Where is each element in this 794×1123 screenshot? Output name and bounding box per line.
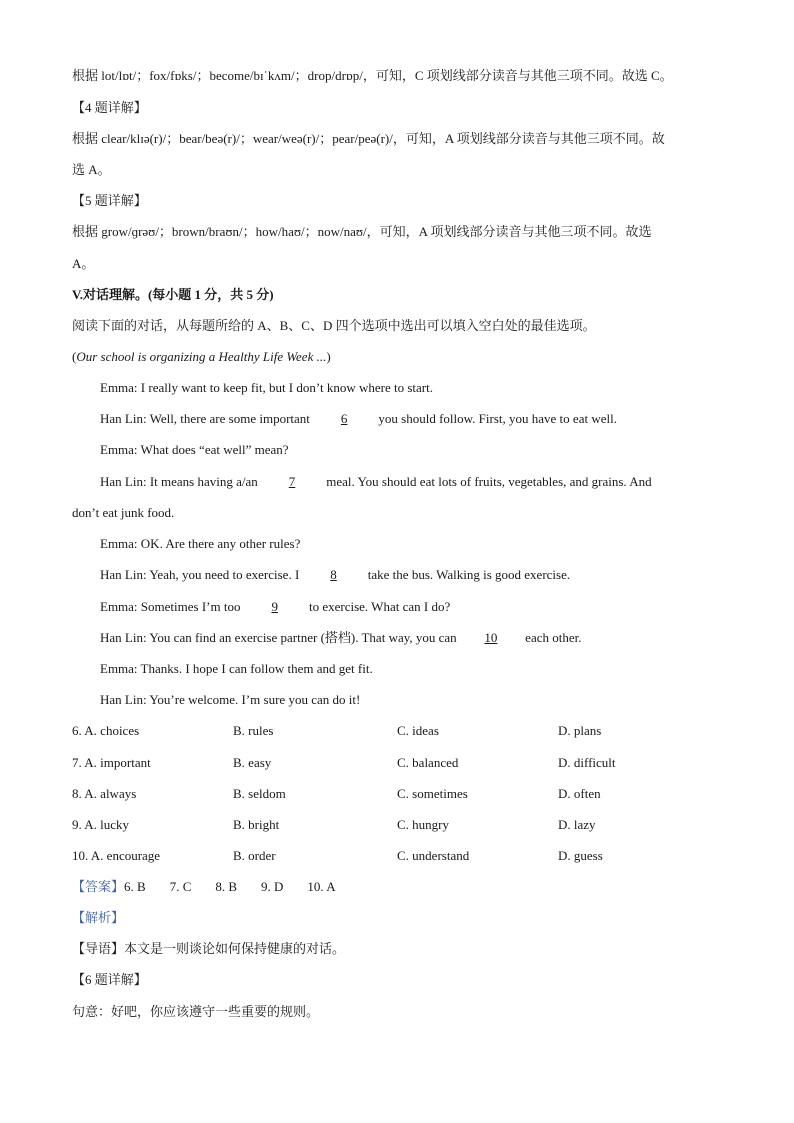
dialogue-context: (Our school is organizing a Healthy Life Week ...) bbox=[72, 349, 331, 364]
dialogue-line: Han Lin: You can find an exercise partner (搭档). That way, you can 10 each other. bbox=[100, 630, 582, 645]
option: C. sometimes bbox=[397, 786, 468, 801]
blank-6: 6 bbox=[340, 411, 348, 426]
guide-row bbox=[72, 941, 345, 957]
q5-explanation-line1: 根据 grow/ɡrəʊ/；brown/braʊn/；how/haʊ/；now/naʊ/，可知，A 项划线部分读音与其他三项不同。故选 bbox=[72, 224, 652, 239]
option: D. guess bbox=[558, 848, 603, 863]
guide-text: 本文是一则谈论如何保持健康的对话。 bbox=[124, 941, 346, 956]
option: 7. A. important bbox=[72, 755, 151, 770]
option: C. ideas bbox=[397, 723, 439, 738]
q4-explanation-line1: 根据 clear/klɪə(r)/；bear/beə(r)/；wear/weə(r)/；pear/peə(r)/，可知，A 项划线部分读音与其他三项不同。故 bbox=[72, 131, 665, 146]
section-instruction: 阅读下面的对话，从每题所给的 A、B、C、D 四个选项中选出可以填入空白处的最佳选项。 bbox=[72, 318, 596, 333]
option: B. bright bbox=[233, 817, 280, 832]
option: B. seldom bbox=[233, 786, 286, 801]
dialogue-line-continued: don’t eat junk food. bbox=[72, 505, 175, 520]
answer-7: 7. C bbox=[169, 879, 192, 894]
option: B. easy bbox=[233, 755, 272, 770]
q5-heading: 【5 题详解】 bbox=[72, 193, 147, 208]
option: B. rules bbox=[233, 723, 274, 738]
answer-6: 6. B bbox=[124, 879, 146, 894]
dialogue-line: Han Lin: You’re welcome. I’m sure you can do it! bbox=[100, 692, 361, 707]
option: D. lazy bbox=[558, 817, 596, 832]
q4-explanation-line2: 选 A。 bbox=[72, 162, 111, 177]
blank-8: 8 bbox=[330, 567, 337, 582]
option: C. balanced bbox=[397, 755, 459, 770]
answer-10: 10. A bbox=[307, 879, 336, 894]
option: D. difficult bbox=[558, 755, 616, 770]
blank-10: 10 bbox=[484, 630, 498, 645]
dialogue-line: Emma: OK. Are there any other rules? bbox=[100, 536, 301, 551]
q3-explanation: 根据 lot/lɒt/；fox/fɒks/；become/bɪˈkʌm/；drop/drɒp/，可知，C 项划线部分读音与其他三项不同。故选 C。 bbox=[72, 68, 673, 83]
option: 8. A. always bbox=[72, 786, 137, 801]
option: C. hungry bbox=[397, 817, 449, 832]
dialogue-line: Emma: Thanks. I hope I can follow them and get fit. bbox=[100, 661, 373, 676]
option: D. often bbox=[558, 786, 601, 801]
dialogue-line: Han Lin: Well, there are some important 6 you should follow. First, you have to eat well. bbox=[100, 411, 617, 426]
option: 10. A. encourage bbox=[72, 848, 161, 863]
q6-meaning: 句意：好吧，你应该遵守一些重要的规则。 bbox=[72, 1004, 320, 1019]
dialogue-line: Emma: What does “eat well” mean? bbox=[100, 442, 289, 457]
dialogue-line: Emma: Sometimes I’m too 9 to exercise. What can I do? bbox=[100, 599, 451, 614]
q6-heading: 【6 题详解】 bbox=[72, 972, 147, 987]
answer-label: 【答案】 bbox=[72, 879, 125, 894]
guide-label: 【导语】 bbox=[72, 941, 125, 956]
answer-row bbox=[72, 879, 336, 895]
option: 6. A. choices bbox=[72, 723, 140, 738]
blank-9: 9 bbox=[271, 599, 278, 614]
q4-heading: 【4 题详解】 bbox=[72, 100, 147, 115]
dialogue-line: Han Lin: Yeah, you need to exercise. I 8 take the bus. Walking is good exercise. bbox=[100, 567, 571, 582]
dialogue-line: Emma: I really want to keep fit, but I don’t know where to start. bbox=[100, 380, 433, 395]
section-title: V.对话理解。(每小题 1 分，共 5 分) bbox=[72, 287, 274, 302]
answer-8: 8. B bbox=[215, 879, 238, 894]
option: D. plans bbox=[558, 723, 602, 738]
option: B. order bbox=[233, 848, 276, 863]
analysis-label: 【解析】 bbox=[72, 910, 125, 925]
blank-7: 7 bbox=[288, 474, 296, 489]
answer-9: 9. D bbox=[261, 879, 284, 894]
option: 9. A. lucky bbox=[72, 817, 130, 832]
option: C. understand bbox=[397, 848, 470, 863]
q5-explanation-line2: A。 bbox=[72, 256, 95, 271]
dialogue-line: Han Lin: It means having a/an 7 meal. You should eat lots of fruits, vegetables, and grains. And bbox=[100, 474, 652, 489]
